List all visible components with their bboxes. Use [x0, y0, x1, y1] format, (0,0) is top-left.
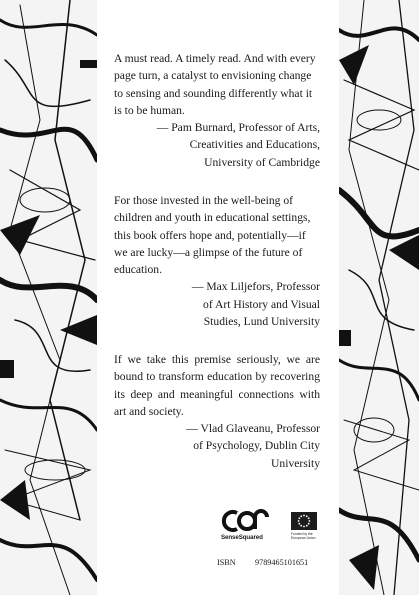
- quote-text: A must read. A timely read. And with every page turn, a catalyst to envisioning change to sensing and sounding differently what it is to be human.: [114, 52, 316, 117]
- eu-flag-icon: [291, 512, 317, 530]
- isbn-number: 9789465101651: [255, 558, 309, 567]
- eu-caption: [291, 532, 347, 540]
- ink-drawing-left: [0, 0, 97, 595]
- attribution-line: — Max Liljefors, Professor: [191, 280, 320, 294]
- attribution-line: Creativities and Educations,: [189, 138, 320, 152]
- eu-funding-logo: [291, 512, 347, 548]
- attribution-line: Studies, Lund University: [203, 315, 320, 329]
- publisher-logo: [221, 508, 277, 548]
- eu-stars-icon: [298, 515, 311, 528]
- attribution-line: of Psychology, Dublin City: [193, 439, 320, 453]
- quote-text: If we take this premise seriously, we are bound to transform education by recovering its deep and meaningful connections with art and society.: [114, 353, 320, 418]
- publisher-name: SenseSquared: [221, 534, 263, 541]
- quote-block-3: [114, 351, 320, 472]
- cover-artwork-right: [339, 0, 419, 595]
- ink-drawing-right: [339, 0, 419, 595]
- attribution-line: — Vlad Glaveanu, Professor: [186, 422, 320, 436]
- attribution-line: University of Cambridge: [204, 155, 320, 169]
- eu-caption-line: European Union: [291, 536, 316, 540]
- quote-text: For those invested in the well-being of children and youth in educational settings, this book offers hope and, potentially—if we are lucky—a glimpse of the future of education.: [114, 194, 311, 277]
- quote-attribution: [114, 119, 320, 171]
- eu-caption-line: Funded by the: [291, 532, 313, 536]
- back-cover-text-panel: [97, 0, 339, 595]
- quote-attribution: [114, 420, 320, 472]
- attribution-line: of Art History and Visual: [203, 297, 320, 311]
- isbn-label: ISBN: [217, 558, 236, 567]
- logo-row: [221, 508, 341, 548]
- quote-block-2: [114, 192, 320, 330]
- quote-attribution: [114, 278, 320, 330]
- cover-artwork-left: [0, 0, 97, 595]
- isbn-line: [217, 558, 417, 567]
- quote-block-1: [114, 50, 320, 171]
- attribution-line: University: [271, 456, 320, 470]
- attribution-line: — Pam Burnard, Professor of Arts,: [156, 121, 320, 135]
- sensesquared-mark-icon: [221, 508, 269, 534]
